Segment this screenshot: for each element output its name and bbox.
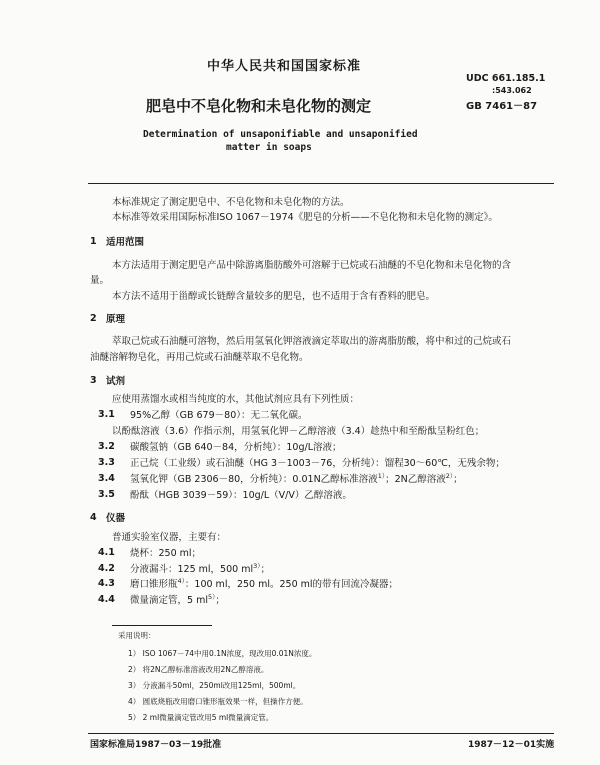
footnote: 2） 将2N乙醇标准溶液改用2N乙醇溶液。 xyxy=(128,665,269,674)
item-number: 3.3 xyxy=(98,457,115,468)
section-title: 试剂 xyxy=(106,376,126,387)
reagent-item: 正己烷（工业级）或石油醚（HG 3－1003－76，分析纯）：馏程30～60℃，无残余物； xyxy=(130,458,505,469)
gb-number: GB 7461－87 xyxy=(466,101,538,112)
section-title: 原理 xyxy=(106,314,126,325)
paragraph: 量。 xyxy=(90,275,110,286)
apparatus-item: 烧杯：250 ml； xyxy=(130,548,202,559)
section-number: 4 xyxy=(90,512,97,523)
paragraph: 本方法适用于测定肥皂产品中除游离脂肪酸外可溶解于已烷或石油醚的不皂化物和未皂化物的含 xyxy=(112,260,512,271)
section-number: 1 xyxy=(90,236,97,247)
item-number: 4.3 xyxy=(98,578,115,589)
section-title: 适用范围 xyxy=(106,237,145,248)
apparatus-text: ； xyxy=(260,564,270,575)
footer-rule xyxy=(88,733,554,734)
udc-number: UDC 661.185.1 xyxy=(466,73,546,84)
footnote-ref: 4） xyxy=(177,576,185,585)
item-number: 3.5 xyxy=(98,489,115,500)
item-number: 3.1 xyxy=(98,409,115,420)
apparatus-item xyxy=(130,578,398,592)
reagent-item: 以酚酞溶液（3.6）作指示剂，用氢氧化钾－乙醇溶液（3.4）趁热中和至酚酞呈粉红色； xyxy=(112,426,485,437)
apparatus-text: ； xyxy=(215,595,225,606)
title-english-line2: matter in soaps xyxy=(226,142,312,153)
apparatus-text: ：100 ml，250 ml。250 ml的带有回流冷凝器； xyxy=(184,579,399,590)
reagent-item: 95%乙醇（GB 679－80）：无二氧化碳。 xyxy=(130,410,308,421)
approval-date: 国家标准局1987－03－19批准 xyxy=(90,740,222,750)
document-title: 肥皂中不皂化物和未皂化物的测定 xyxy=(146,97,372,115)
footnote: 1） ISO 1067－74中用0.1N浓度，现改用0.01N浓度。 xyxy=(128,649,317,658)
footnote-ref: 1） xyxy=(377,471,386,480)
udc-number-sub: :543.062 xyxy=(492,86,532,95)
item-number: 3.4 xyxy=(98,473,115,484)
section-title: 仪器 xyxy=(106,513,126,524)
reagent-item xyxy=(130,473,463,487)
paragraph: 萃取己烷或石油醚可溶物，然后用氢氧化钾溶液滴定萃取出的游离脂肪酸，将中和过的己烷或石 xyxy=(112,336,512,347)
footnote-ref: 5） xyxy=(207,592,216,601)
effective-date: 1987－12－01实施 xyxy=(468,740,555,750)
reagent-text: ；2N乙醇溶液 xyxy=(385,474,446,485)
notes-rule xyxy=(112,625,212,626)
intro-paragraph: 本标准规定了测定肥皂中、不皂化物和未皂化物的方法。 xyxy=(112,197,350,208)
paragraph: 油醚溶解物皂化，再用己烷或石油醚萃取不皂化物。 xyxy=(90,352,309,363)
item-number: 4.1 xyxy=(98,547,115,558)
header-rule xyxy=(88,183,554,184)
apparatus-text: 微量滴定管，5 ml xyxy=(130,595,208,606)
item-number: 3.2 xyxy=(98,441,115,452)
apparatus-text: 分液漏斗：125 ml，500 ml xyxy=(130,564,254,575)
footnote-ref: 2） xyxy=(445,471,454,480)
reagent-text: ； xyxy=(453,474,463,485)
apparatus-text: 磨口锥形瓶 xyxy=(130,579,178,590)
paragraph: 普通实验室仪器，主要有： xyxy=(112,532,227,543)
reagent-text: 氢氧化钾（GB 2306－80，分析纯）：0.01N乙醇标准溶液 xyxy=(130,474,378,485)
intro-paragraph: 本标准等效采用国际标准ISO 1067－1974《肥皂的分析——不皂化物和未皂化物的测定》。 xyxy=(112,212,498,223)
notes-heading: 采用说明： xyxy=(118,631,156,640)
paragraph: 本方法不适用于甾醇或长链醇含量较多的肥皂，也不适用于含有香料的肥皂。 xyxy=(112,291,436,302)
country-standard: 中华人民共和国国家标准 xyxy=(207,59,362,74)
item-number: 4.4 xyxy=(98,594,115,605)
section-number: 2 xyxy=(90,313,97,324)
reagent-item: 酚酞（HGB 3039－59）：10g/L（V/V）乙醇溶液。 xyxy=(130,490,352,501)
footnote: 5） 2 ml微量滴定管改用5 ml微量滴定管。 xyxy=(128,713,274,722)
reagent-item: 碳酸氢钠（GB 640－84，分析纯）：10g/L溶液； xyxy=(130,442,342,453)
section-number: 3 xyxy=(90,375,97,386)
apparatus-item xyxy=(130,594,225,608)
title-english: Determination of unsaponifiable and unsaponified xyxy=(143,129,418,140)
apparatus-item xyxy=(130,563,270,577)
footnote: 4） 圆底烧瓶改用磨口锥形瓶效果一样，但操作方便。 xyxy=(128,697,308,706)
paragraph: 应使用蒸馏水或相当纯度的水，其他试剂应具有下列性质： xyxy=(112,394,360,405)
footnote: 3） 分液漏斗50ml，250ml改用125ml，500ml。 xyxy=(128,681,301,690)
item-number: 4.2 xyxy=(98,563,115,574)
footnote-ref: 3） xyxy=(253,561,261,570)
